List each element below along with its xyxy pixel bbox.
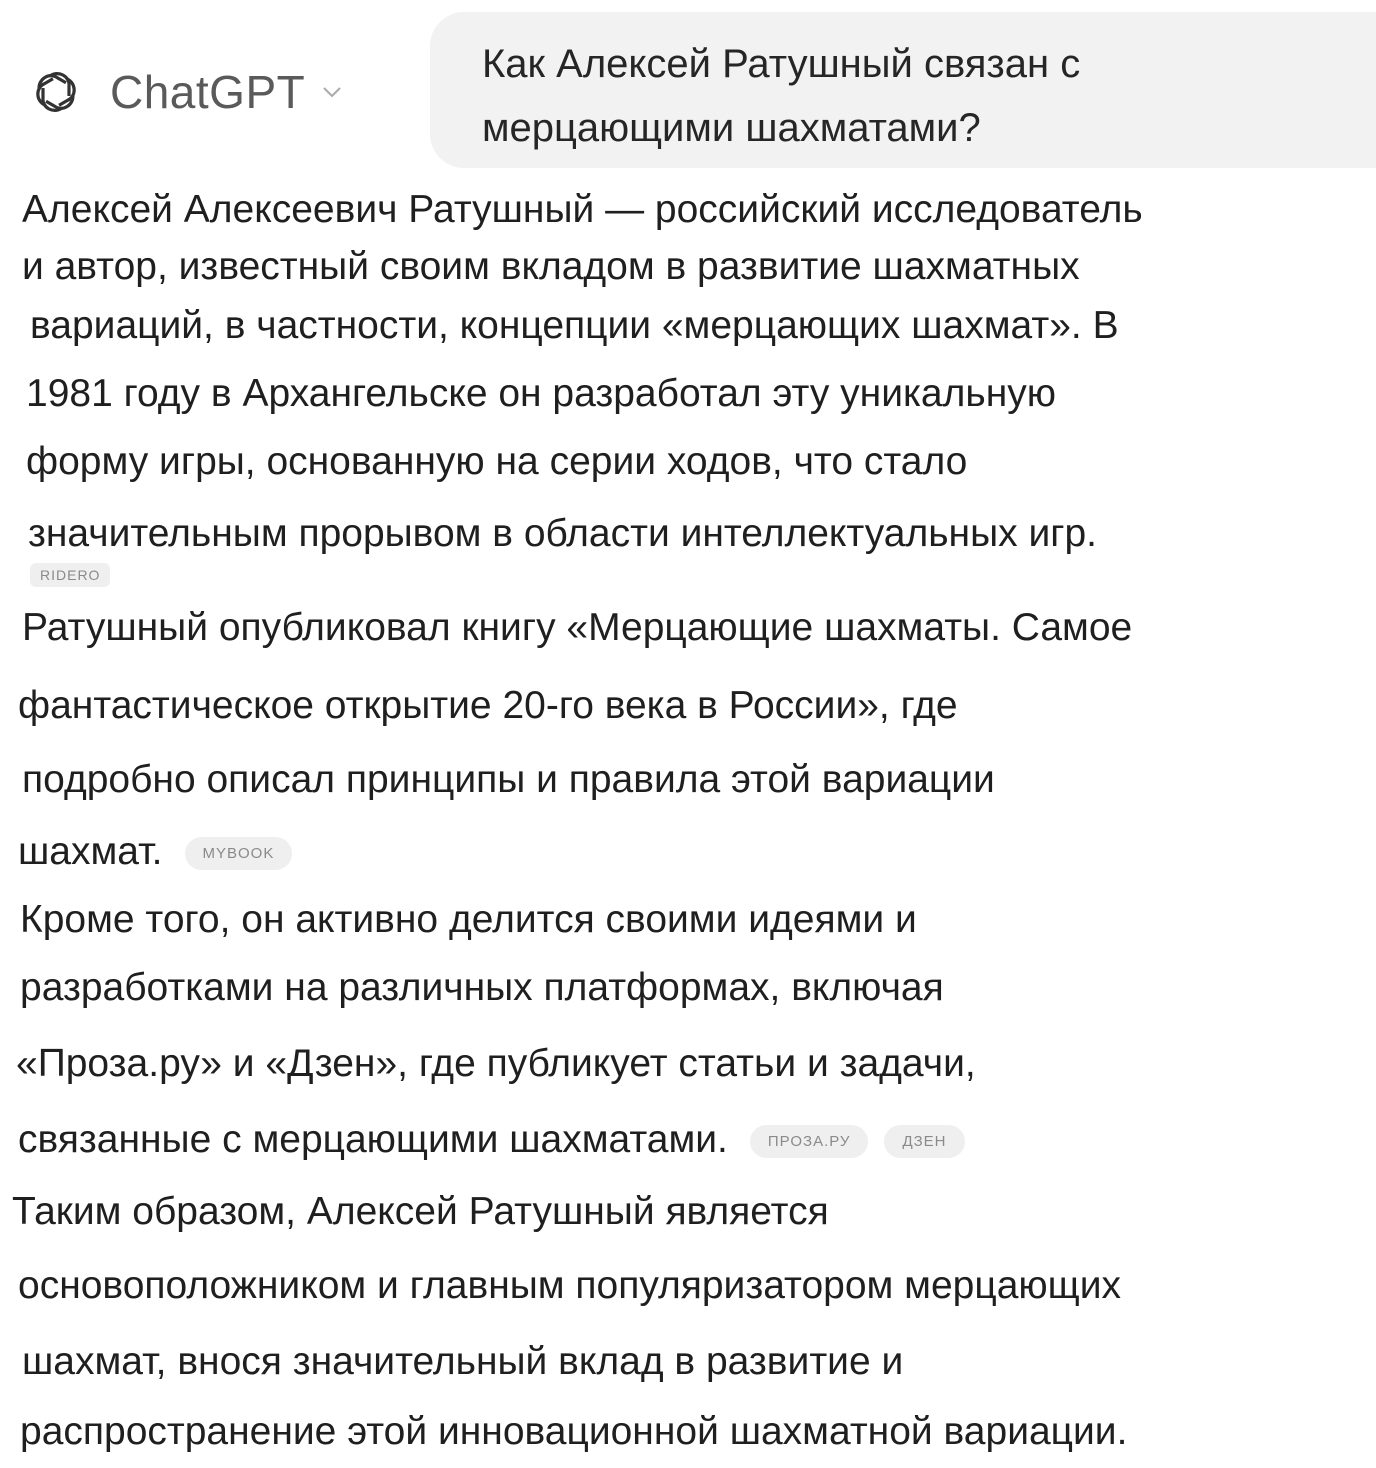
model-selector-label[interactable]: ChatGPT — [110, 66, 306, 118]
user-message-line: мерцающими шахматами? — [482, 106, 981, 150]
response-line: «Проза.ру» и «Дзен», где публикует статьи и задачи, — [16, 1042, 976, 1085]
response-line: фантастическое открытие 20-го века в России», где — [18, 684, 958, 727]
source-chip-proza[interactable]: ПРОЗА.РУ — [750, 1125, 869, 1158]
response-text: шахмат. — [18, 830, 163, 873]
source-chip-mybook[interactable]: MYBOOK — [185, 837, 293, 870]
response-line: вариаций, в частности, концепции «мерцающих шахмат». В — [30, 304, 1119, 347]
response-line: Таким образом, Алексей Ратушный является — [12, 1190, 829, 1233]
response-text: связанные с мерцающими шахматами. — [18, 1118, 728, 1161]
response-line: основоположником и главным популяризатором мерцающих — [18, 1264, 1122, 1307]
response-line: Кроме того, он активно делится своими идеями и — [20, 898, 917, 941]
response-line — [18, 1118, 965, 1162]
response-line: и автор, известный своим вкладом в развитие шахматных — [22, 245, 1080, 288]
response-line: шахмат, внося значительный вклад в развитие и — [22, 1340, 904, 1383]
source-chip-ridero[interactable]: RIDERO — [30, 563, 110, 587]
response-line: распространение этой инновационной шахматной вариации. — [20, 1410, 1128, 1453]
response-line: разработками на различных платформах, включая — [20, 966, 944, 1009]
source-chip-dzen[interactable]: ДЗЕН — [884, 1125, 964, 1158]
response-line: Ратушный опубликовал книгу «Мерцающие шахматы. Самое — [22, 606, 1133, 649]
response-line: значительным прорывом в области интеллектуальных игр. — [28, 512, 1097, 555]
response-line: форму игры, основанную на серии ходов, что стало — [26, 440, 968, 483]
response-line: Алексей Алексеевич Ратушный — российский исследователь — [22, 188, 1143, 231]
user-message-line: Как Алексей Ратушный связан с — [482, 42, 1081, 86]
assistant-response — [12, 0, 1368, 1468]
response-line: 1981 году в Архангельске он разработал эту уникальную — [26, 372, 1056, 415]
response-line: подробно описал принципы и правила этой вариации — [22, 758, 995, 801]
response-line — [18, 830, 292, 874]
